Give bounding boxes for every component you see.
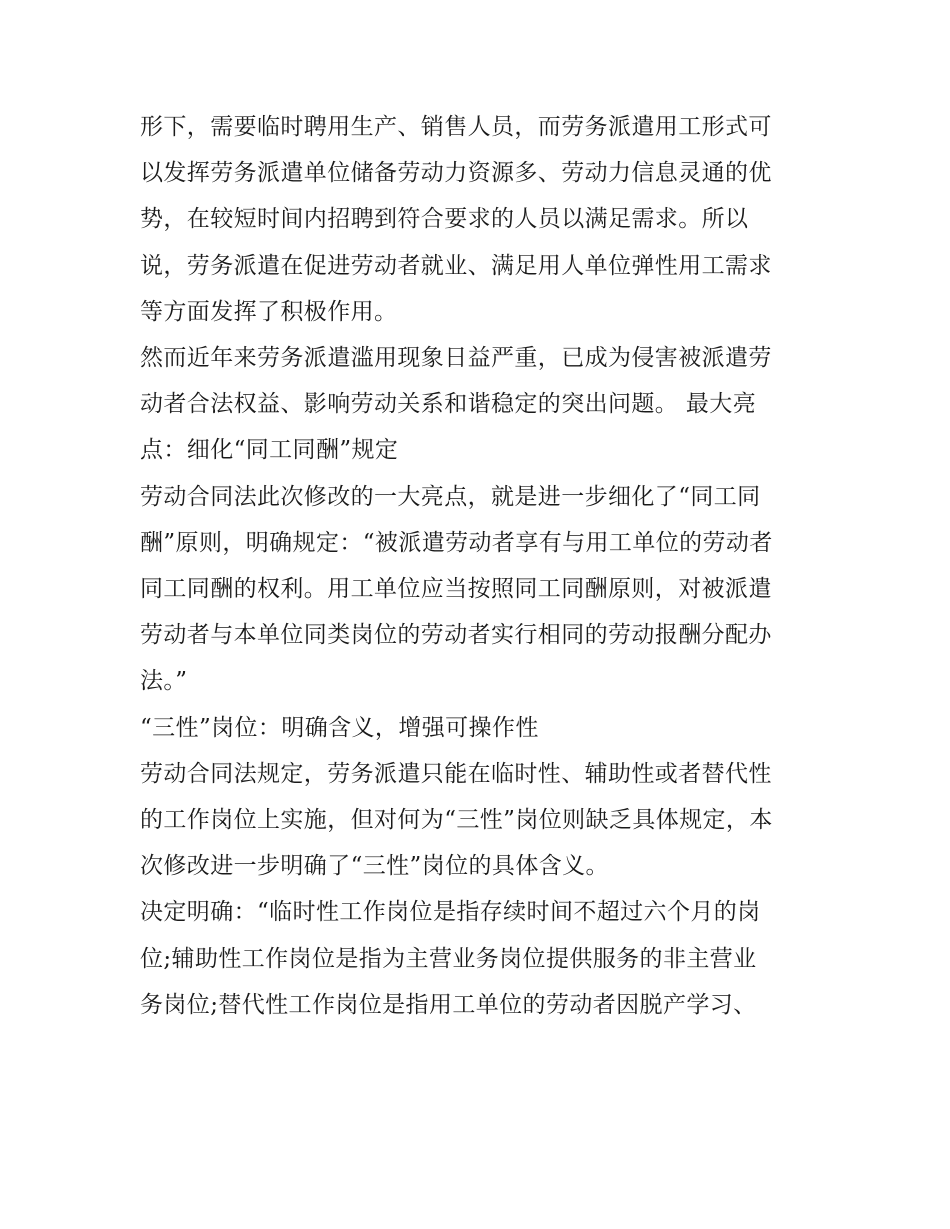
text-line: 劳动合同法规定，劳务派遣只能在临时性、辅助性或者替代性: [140, 760, 772, 787]
section-heading: “三性”岗位：明确含义，增强可操作性: [140, 714, 539, 741]
text-line: 形下，需要临时聘用生产、销售人员，而劳务派遣用工形式可: [140, 114, 772, 140]
text-line: 以发挥劳务派遣单位储备劳动力资源多、劳动力信息灵通的优: [140, 160, 772, 187]
text-line: 动者合法权益、影响劳动关系和谐稳定的突出问题。 最大亮: [140, 391, 757, 418]
text-line: 决定明确：“临时性工作岗位是指存续时间不超过六个月的岗: [140, 899, 761, 926]
text-line: 然而近年来劳务派遣滥用现象日益严重，已成为侵害被派遣劳: [140, 345, 772, 372]
text-line: 位;辅助性工作岗位是指为主营业务岗位提供服务的非主营业: [140, 945, 757, 972]
text-line: 劳动合同法此次修改的一大亮点，就是进一步细化了“同工同: [140, 483, 761, 510]
document-body: [140, 104, 820, 1028]
text-line: 说，劳务派遣在促进劳动者就业、满足用人单位弹性用工需求: [140, 252, 772, 279]
text-line: 次修改进一步明确了“三性”岗位的具体含义。: [140, 853, 609, 880]
text-line: 等方面发挥了积极作用。: [140, 298, 398, 325]
text-line: 法。”: [140, 668, 188, 695]
text-line: 酬”原则，明确规定：“被派遣劳动者享有与用工单位的劳动者: [140, 529, 773, 556]
text-line: 同工同酬的权利。用工单位应当按照同工同酬原则，对被派遣: [140, 576, 772, 603]
section-heading: 点：细化“同工同酬”规定: [140, 437, 399, 464]
text-line: 势，在较短时间内招聘到符合要求的人员以满足需求。所以: [140, 206, 749, 233]
text-line: 劳动者与本单位同类岗位的劳动者实行相同的劳动报酬分配办: [140, 622, 772, 649]
text-line: 务岗位;替代性工作岗位是指用工单位的劳动者因脱产学习、: [140, 991, 757, 1018]
text-line: 的工作岗位上实施，但对何为“三性”岗位则缺乏具体规定，本: [140, 807, 773, 834]
